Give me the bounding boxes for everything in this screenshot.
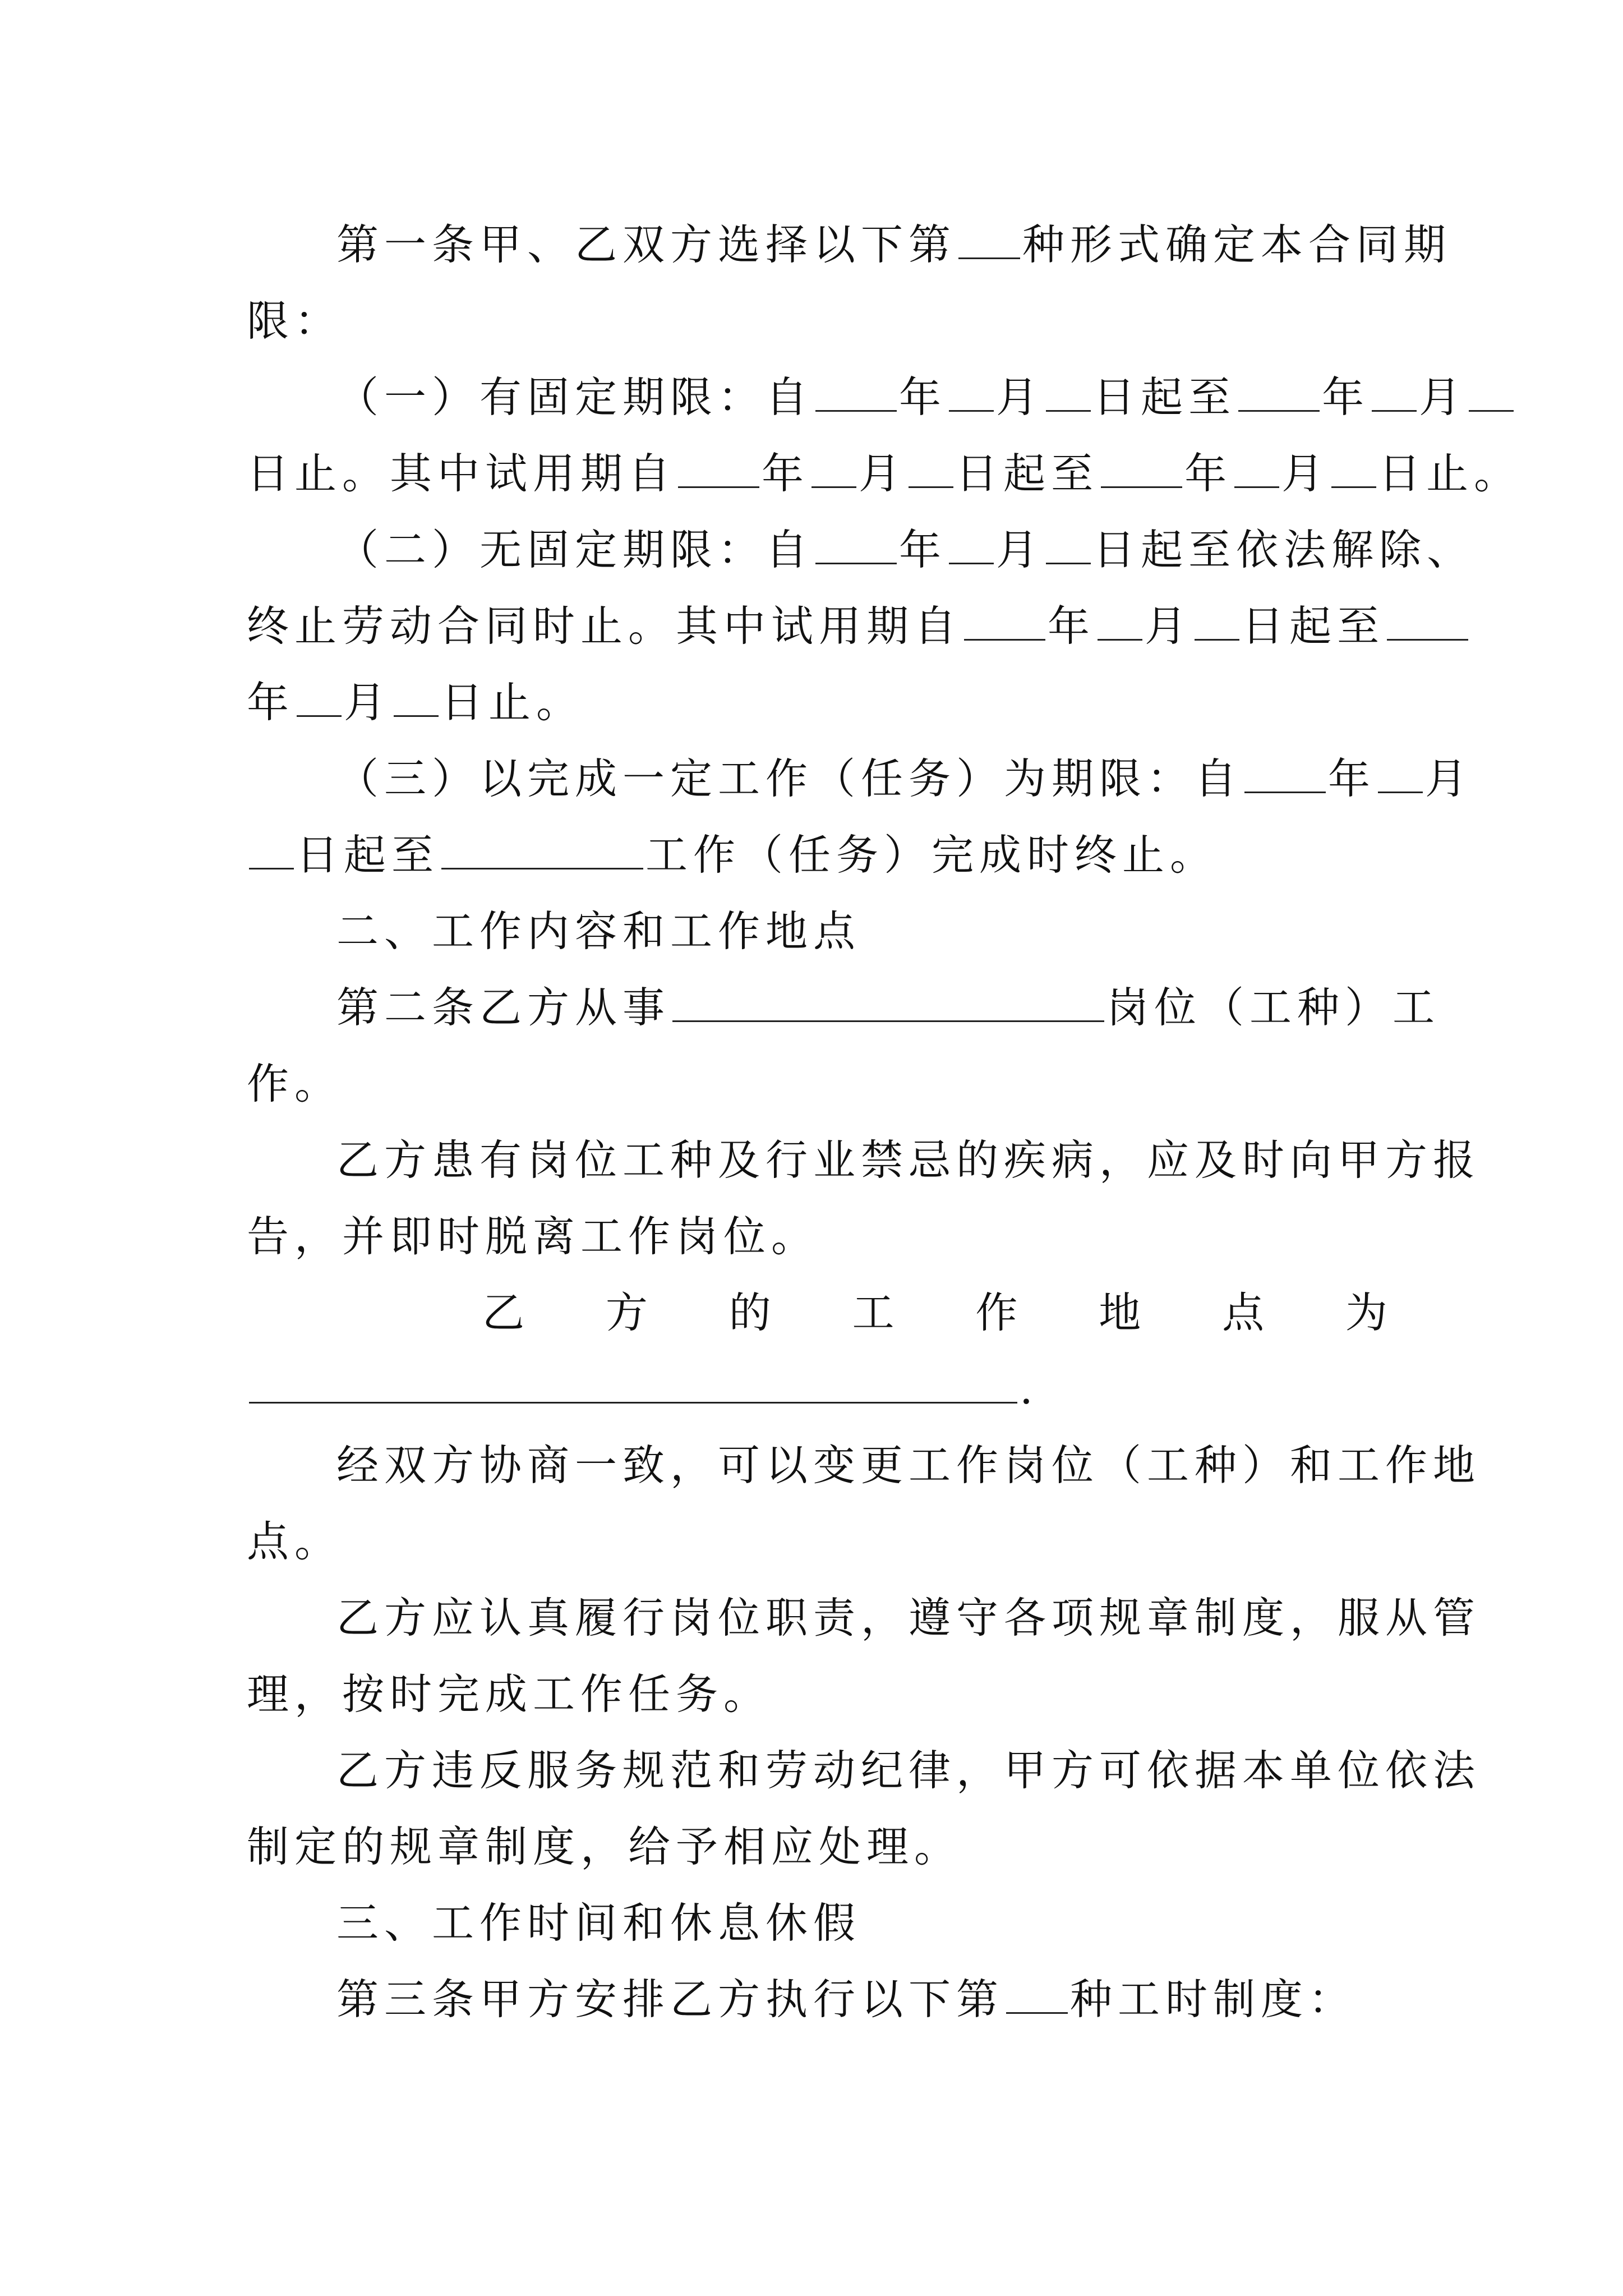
- text-line: [247, 1198, 1387, 1274]
- text: 起至依法解除、: [1141, 525, 1475, 574]
- text: 起至: [1003, 449, 1099, 498]
- blank-field[interactable]: [249, 828, 294, 869]
- text: 第三条甲方安排乙方执行以下第: [336, 1975, 1004, 2024]
- blank-field[interactable]: [1469, 370, 1514, 412]
- text: 理，按时完成工作任务。: [247, 1669, 772, 1719]
- text: 月: [996, 372, 1044, 422]
- text-line: [247, 435, 1522, 512]
- text: 日止。: [1378, 449, 1522, 498]
- blank-field[interactable]: [815, 370, 897, 412]
- blank-field[interactable]: [1372, 370, 1417, 412]
- blank-field[interactable]: [949, 370, 994, 412]
- text: 作。: [247, 1059, 343, 1108]
- text: 月: [344, 678, 392, 727]
- text: 日止。: [441, 678, 584, 727]
- blank-field[interactable]: [1006, 1972, 1068, 2014]
- text-line: [247, 588, 1387, 664]
- text-line: [247, 1046, 1387, 1122]
- text-line: [247, 1809, 1387, 1885]
- text: 乙方违反服务规范和劳动纪律，甲方可依据本单位依法: [336, 1746, 1481, 1795]
- char: 的: [728, 1288, 771, 1337]
- text: 限：: [247, 296, 343, 346]
- text-line: [247, 969, 1441, 1046]
- text-line: [247, 1503, 1387, 1580]
- text-line: [247, 740, 1473, 817]
- blank-field[interactable]: [1244, 752, 1326, 793]
- text-line: [247, 817, 1387, 893]
- text: 年: [1322, 372, 1370, 422]
- section-heading: [247, 893, 1387, 969]
- text-line: [247, 1732, 1481, 1809]
- text: 起至: [1141, 372, 1237, 422]
- blank-field[interactable]: [964, 599, 1045, 641]
- text: 第一条甲、乙双方选择以下第: [336, 220, 957, 269]
- blank-field[interactable]: [394, 675, 439, 717]
- blank-field[interactable]: [1195, 599, 1239, 641]
- blank-field[interactable]: [1331, 447, 1376, 488]
- text: 月: [859, 449, 907, 498]
- blank-field[interactable]: [811, 447, 856, 488]
- text: 制定的规章制度，给予相应处理。: [247, 1822, 962, 1871]
- text: （一）有固定期限：自: [336, 372, 814, 422]
- text: 月: [996, 525, 1044, 574]
- char: 方: [605, 1288, 648, 1337]
- text: 年: [1328, 754, 1376, 803]
- blank-field[interactable]: [909, 447, 953, 488]
- text: 种形式确定本合同期: [1022, 220, 1452, 269]
- text: 年: [762, 449, 810, 498]
- text: （二）无固定期限：自: [336, 525, 814, 574]
- blank-field[interactable]: [1378, 752, 1423, 793]
- text-line: [247, 1122, 1481, 1198]
- blank-field[interactable]: [958, 218, 1020, 259]
- text-line: [247, 1656, 1387, 1732]
- blank-field[interactable]: [1046, 523, 1091, 564]
- text: 年: [899, 525, 947, 574]
- text: （三）以完成一定工作（任务）为期限：自: [336, 754, 1243, 803]
- blank-field[interactable]: [297, 675, 342, 717]
- text: 经双方协商一致，可以变更工作岗位（工种）和工作地: [336, 1441, 1481, 1490]
- text-line: [247, 283, 1387, 359]
- text: 告，并即时脱离工作岗位。: [247, 1212, 819, 1261]
- blank-field[interactable]: [1387, 599, 1468, 641]
- text: 月: [1419, 372, 1467, 422]
- text: 日: [1093, 372, 1141, 422]
- char: 为: [1345, 1288, 1387, 1337]
- section-heading: [247, 1885, 1387, 1961]
- text: 年: [247, 678, 295, 727]
- char: 工: [852, 1288, 895, 1337]
- char: 地: [1099, 1288, 1141, 1337]
- blank-field[interactable]: [815, 523, 897, 564]
- text: 二、工作内容和工作地点: [336, 907, 861, 956]
- blank-field[interactable]: [441, 828, 643, 869]
- text: 日止。其中试用期自: [247, 449, 676, 498]
- blank-field[interactable]: [1101, 447, 1182, 488]
- text: 日: [296, 830, 344, 880]
- text-line: [247, 1961, 1387, 2037]
- text-line: [247, 512, 1475, 588]
- text: 年: [1048, 601, 1096, 651]
- text: 月: [1145, 601, 1193, 651]
- text-line: [247, 1351, 1387, 1427]
- char: 点: [1222, 1288, 1265, 1337]
- text-line: [247, 1580, 1481, 1656]
- text: 种工时制度：: [1070, 1975, 1357, 2024]
- text-line: [247, 359, 1467, 435]
- text-line: [247, 1427, 1481, 1503]
- text-line: [247, 206, 1452, 283]
- text: 三、工作时间和休息休假: [336, 1898, 861, 1948]
- text: 乙方患有岗位工种及行业禁忌的疾病，应及时向甲方报: [336, 1135, 1481, 1185]
- text: 起至: [344, 830, 440, 880]
- blank-field[interactable]: [249, 1362, 1017, 1404]
- blank-field[interactable]: [1046, 370, 1091, 412]
- text: 月: [1425, 754, 1473, 803]
- text: 日: [956, 449, 1004, 498]
- text: 工作（任务）完成时终止。: [645, 830, 1218, 880]
- blank-field[interactable]: [1238, 370, 1320, 412]
- char: 乙: [482, 1288, 525, 1337]
- text: 第二条乙方从事: [336, 983, 671, 1032]
- text: 年: [899, 372, 947, 422]
- text: 点。: [247, 1517, 343, 1566]
- text: 日: [1093, 525, 1141, 574]
- text: 年: [1184, 449, 1233, 498]
- blank-field[interactable]: [1098, 599, 1142, 641]
- text: 岗位（工种）工: [1106, 983, 1441, 1032]
- text: 终止劳动合同时止。其中试用期自: [247, 601, 962, 651]
- blank-field[interactable]: [949, 523, 994, 564]
- text-line: [247, 1274, 1387, 1351]
- text-line: [247, 664, 1387, 740]
- text: 起至: [1289, 601, 1385, 651]
- blank-field[interactable]: [1234, 447, 1279, 488]
- blank-field[interactable]: [678, 447, 759, 488]
- text: 乙方应认真履行岗位职责，遵守各项规章制度，服从管: [336, 1593, 1481, 1642]
- text: 日: [1242, 601, 1290, 651]
- text: .: [1020, 1364, 1039, 1414]
- text: 月: [1281, 449, 1330, 498]
- char: 作: [975, 1288, 1018, 1337]
- blank-field[interactable]: [672, 981, 1104, 1022]
